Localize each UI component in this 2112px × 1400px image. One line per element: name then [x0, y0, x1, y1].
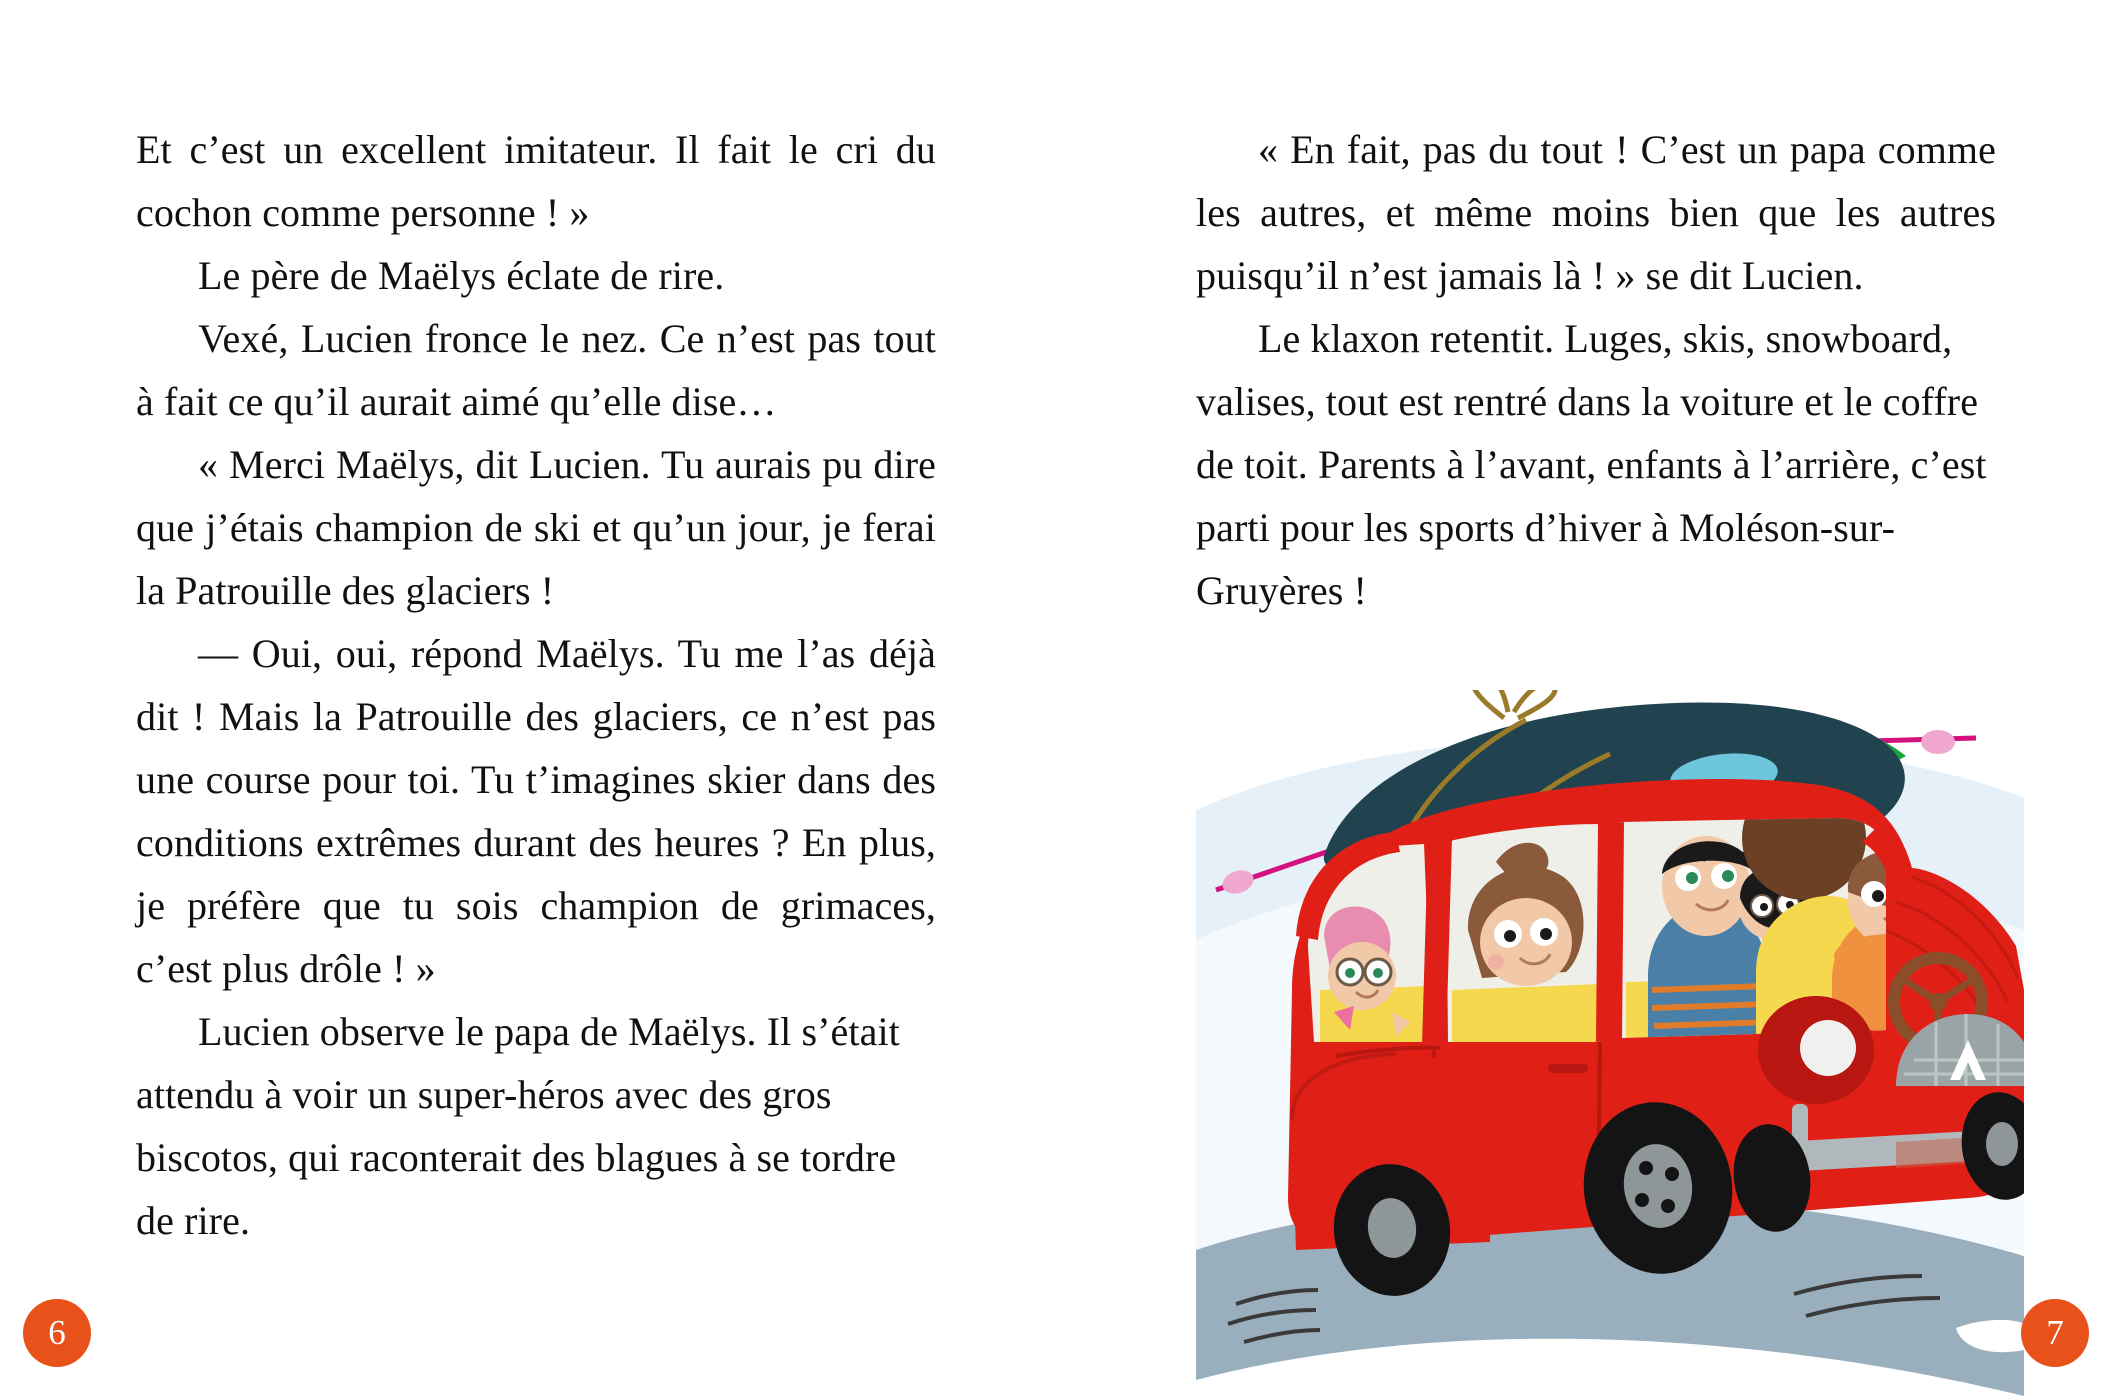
- paragraph: Vexé, Lucien fronce le nez. Ce n’est pas tout à fait ce qu’il aurait aimé qu’elle dise…: [136, 316, 936, 424]
- page-number-badge: 7: [2021, 1299, 2089, 1367]
- right-page: [1056, 0, 2112, 1400]
- right-page-text-column: [1196, 118, 1996, 622]
- paragraph: « Merci Maëlys, dit Lucien. Tu aurais pu dire que j’étais champion de ski et qu’un jour, je ferai la Patrouille des glaciers !: [136, 442, 936, 613]
- paragraph: Et c’est un excellent imitateur. Il fait le cri du cochon comme personne ! »: [136, 127, 936, 235]
- family-car-winter-illustration: [1196, 690, 2024, 1400]
- paragraph: Le klaxon retentit. Luges, skis, snowboard, valises, tout est rentré dans la voiture et le coffre de toit. Parents à l’avant, enfants à l’arrière, c’est parti pour les sports d’hiver à Moléson-sur-Gruyères !: [1196, 316, 1987, 613]
- paragraph: « En fait, pas du tout ! C’est un papa comme les autres, et même moins bien que les autres puisqu’il n’est jamais là ! » se dit Lucien.: [1196, 127, 1996, 298]
- headlight: [1800, 1020, 1856, 1076]
- left-page-text-column: [136, 118, 936, 1252]
- paragraph: — Oui, oui, répond Maëlys. Tu me l’as déjà dit ! Mais la Patrouille des glaciers, ce n’est pas une course pour toi. Tu t’imagines skier dans des conditions extrêmes durant des heures ? En plus, je préfère que tu sois champion de grimaces, c’est plus drôle ! »: [136, 631, 936, 991]
- page-number-badge: 6: [23, 1299, 91, 1367]
- paragraph: Lucien observe le papa de Maëlys. Il s’était attendu à voir un super-héros avec des gros biscotos, qui raconterait des blagues à se tordre de rire.: [136, 1009, 900, 1243]
- paragraph: Le père de Maëlys éclate de rire.: [198, 253, 725, 298]
